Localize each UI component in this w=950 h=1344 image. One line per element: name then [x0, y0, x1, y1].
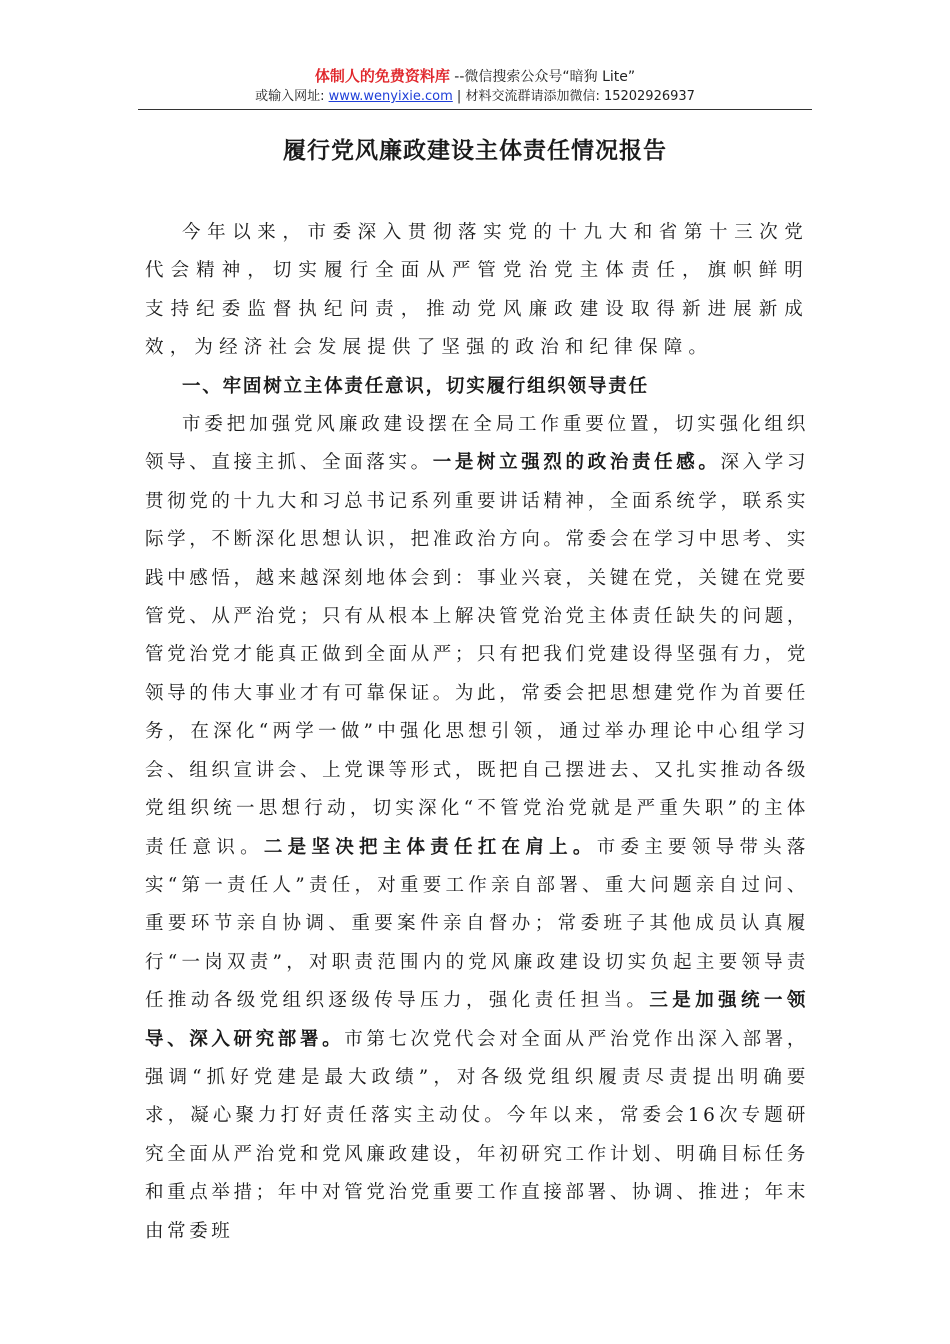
section-1-paragraph — [145, 406, 809, 1251]
header-brand: 体制人的免费资料库 — [314, 67, 450, 85]
header-tagline: --微信搜索公众号“暗狗 Lite” — [449, 69, 636, 85]
section-1-text-g: 市第七次党代会对全面从严治党作出深入部署，强调“抓好党建是最大政绩”，对各级党组织履责尽责提出明确要求，凝心聚力打好责任落实主动仗。今年以来，常委会16次专题研究全面从严治党和党风廉政建设，年初研究工作计划、明确目标任务和重点举措；年中对管党治党重要工作直接部署、协调、推进；年末由常委班 — [145, 1028, 809, 1242]
header-line-1 — [138, 66, 812, 87]
page-header — [138, 66, 812, 106]
header-contact: | 材料交流群请添加微信: 15202926937 — [452, 89, 695, 104]
section-1-text-a: 市委把加强党风廉政建设摆在全局工作重要位置，切实强化组织领导、直接主抓、全面落实。 — [145, 414, 809, 474]
intro-paragraph: 今年以来，市委深入贯彻落实党的十九大和省第十三次党代会精神，切实履行全面从严管党治党主体责任，旗帜鲜明支持纪委监督执纪问责，推动党风廉政建设取得新进展新成效，为经济社会发展提供了坚强的政治和纪律保障。 — [145, 222, 809, 359]
section-1-text-e: 市委主要领导带头落实“第一责任人”责任，对重要工作亲自部署、重大问题亲自过问、重要环节亲自协调、重要案件亲自督办；常委班子其他成员认真履行“一岗双责”，对职责范围内的党风廉政建设切实负起主要领导责任推动各级党组织逐级传导压力，强化责任担当。 — [145, 836, 809, 1012]
document-body — [145, 214, 809, 1251]
header-line-2 — [138, 87, 812, 106]
document-title: 履行党风廉政建设主体责任情况报告 — [283, 137, 667, 164]
section-1-point-1: 一是树立强烈的政治责任感。 — [432, 452, 721, 474]
section-1-heading: 一、牢固树立主体责任意识，切实履行组织领导责任 — [182, 375, 649, 397]
header-divider — [138, 109, 812, 110]
section-1-point-2: 二是坚决把主体责任扛在肩上。 — [263, 836, 597, 858]
header-url-link[interactable]: www.wenyixie.com — [328, 89, 453, 104]
section-1-text-c: 深入学习贯彻党的十九大和习总书记系列重要讲话精神，全面系统学，联系实际学，不断深化思想认识，把准政治方向。常委会在学习中思考、实践中感悟，越来越深刻地体会到：事业兴衰，关键在党，关键在党要管党、从严治党；只有从根本上解决管党治党主体责任缺失的问题，管党治党才能真正做到全面从严；只有把我们党建设得坚强有力，党领导的伟大事业才有可靠保证。为此，常委会把思想建党作为首要任务，在深化“两学一做”中强化思想引领，通过举办理论中心组学习会、组织宣讲会、上党课等形式，既把自己摆进去、又扎实推动各级党组织统一思想行动，切实深化“不管党治党就是严重失职”的主体责任意识。 — [145, 452, 810, 858]
header-url-prefix: 或输入网址: — [255, 89, 329, 104]
section-1-point-3: 三是加强统一领导、深入研究部署。 — [145, 990, 810, 1050]
